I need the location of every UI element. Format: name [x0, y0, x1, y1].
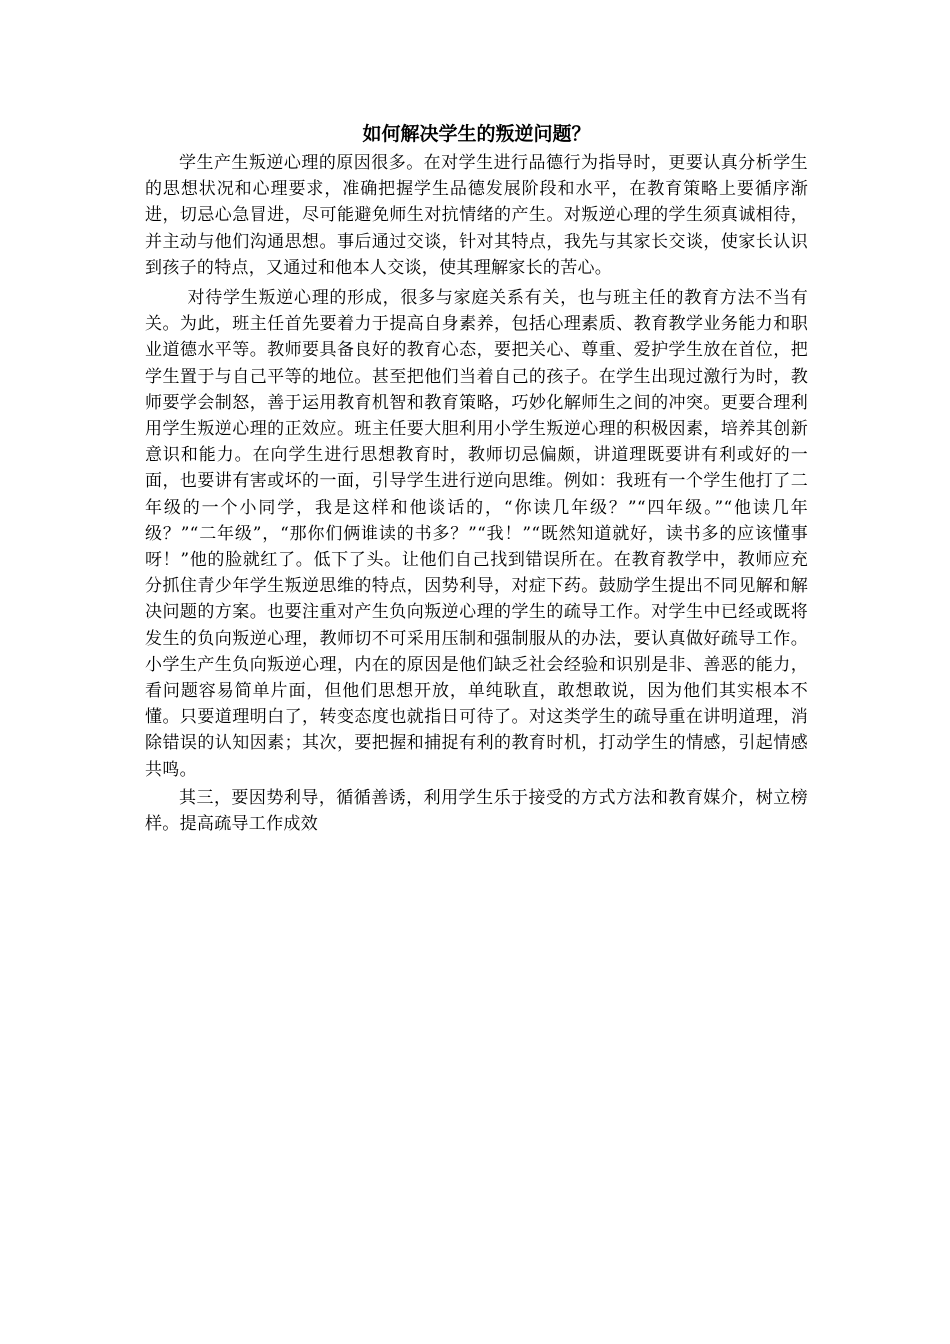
paragraph-1: 学生产生叛逆心理的原因很多。在对学生进行品德行为指导时，更要认真分析学生的思想状况和心理要求，准确把握学生品德发展阶段和水平，在教育策略上要循序渐进，切忌心急冒进，尽可能避免师生对抗情绪的产生。对叛逆心理的学生须真诚相待，并主动与他们沟通思想。事后通过交谈，针对其特点，我先与其家长交谈，使家长认识到孩子的特点，又通过和他本人交谈，使其理解家长的苦心。 — [145, 153, 808, 278]
document-title: 如何解决学生的叛逆问题？ — [362, 123, 591, 145]
paragraph-2: 对待学生叛逆心理的形成，很多与家庭关系有关，也与班主任的教育方法不当有关。为此，班主任首先要着力于提高自身素养，包括心理素质、教育教学业务能力和职业道德水平等。教师要具备良好的教育心态，要把关心、尊重、爱护学生放在首位，把学生置于与自己平等的地位。甚至把他们当着自己的孩子。在学生出现过激行为时，教师要学会制怒，善于运用教育机智和教育策略，巧妙化解师生之间的冲突。更要合理利用学生叛逆心理的正效应。班主任要大胆利用小学生叛逆心理的积极因素，培养其创新意识和能力。在向学生进行思想教育时，教师切忌偏颇，讲道理既要讲有利或好的一面，也要讲有害或坏的一面，引导学生进行逆向思维。例如：我班有一个学生他打了二年级的一个小同学，我是这样和他谈话的，“你读几年级？”“四年级。”“他读几年级？”“二年级”，“那你们俩谁读的书多？”“我！”“既然知道就好，读书多的应该懂事呀！”他的脸就红了。低下了头。让他们自己找到错误所在。在教育教学中，教师应充分抓住青少年学生叛逆思维的特点，因势利导，对症下药。鼓励学生提出不同见解和解决问题的方案。也要注重对产生负向叛逆心理的学生的疏导工作。对学生中已经或既将发生的负向叛逆心理，教师切不可采用压制和强制服从的办法，要认真做好疏导工作。小学生产生负向叛逆心理，内在的原因是他们缺乏社会经验和识别是非、善恶的能力，看问题容易简单片面，但他们思想开放，单纯耿直，敢想敢说，因为他们其实根本不懂。只要道理明白了，转变态度也就指日可待了。对这类学生的疏导重在讲明道理，消除错误的认知因素；其次，要把握和捕捉有利的教育时机，打动学生的情感，引起情感共鸣。 — [145, 288, 808, 780]
document-page — [145, 118, 808, 837]
paragraph-3: 其三，要因势利导，循循善诱，利用学生乐于接受的方式方法和教育媒介，树立榜样。提高疏导工作成效 — [145, 787, 808, 835]
